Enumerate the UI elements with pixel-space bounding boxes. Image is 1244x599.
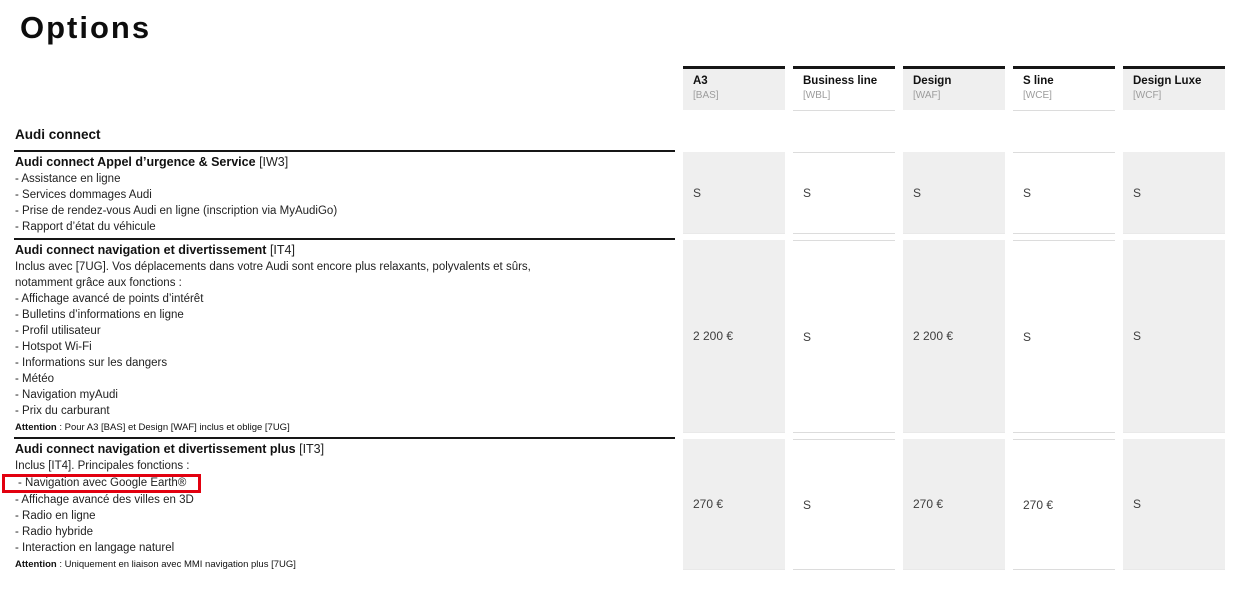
option-row-it4 [14,238,1225,437]
feature-item: - Affichage avancé des villes en 3D [15,492,675,508]
trim-code: [WAF] [913,90,941,101]
feature-item: - Bulletins d’informations en ligne [15,307,675,323]
feature-item: - Rapport d’état du véhicule [15,219,675,235]
trim-code: [WCF] [1133,90,1162,101]
price-cell: 2 200 € [683,240,785,433]
trim-name: Design [913,75,952,87]
feature-item: - Prise de rendez-vous Audi en ligne (inscription via MyAudiGo) [15,203,675,219]
trim-name: Design Luxe [1133,75,1202,87]
highlight-box-navigation-google-earth: - Navigation avec Google Earth® [2,474,201,493]
trim-code: [WCE] [1023,90,1052,101]
attention-text: : Uniquement en liaison avec MMI navigation plus [7UG] [56,559,296,570]
option-description [14,238,675,437]
option-title [15,242,675,259]
feature-item: - Informations sur les dangers [15,355,675,371]
column-header-design-luxe [1123,66,1225,110]
option-row-iw3 [14,150,1225,238]
feature-item: - Navigation myAudi [15,387,675,403]
price-cell: S [1123,152,1225,234]
price-cell: S [903,152,1005,234]
price-cell: S [793,240,895,433]
option-code: [IT3] [299,442,325,456]
trim-name: A3 [693,75,708,87]
option-code: [IW3] [259,155,289,169]
feature-item: - Hotspot Wi-Fi [15,339,675,355]
column-header-design [903,66,1005,110]
option-title [15,441,675,458]
column-header-s-line [1013,66,1115,111]
page-title: Options [20,10,152,45]
header-spacer [14,66,675,111]
price-cell: 270 € [683,439,785,570]
attention-text: : Pour A3 [BAS] et Design [WAF] inclus et oblige [7UG] [56,422,290,433]
attention-label: Attention [15,559,57,570]
feature-item: - Météo [15,371,675,387]
option-title-text: Audi connect navigation et divertissement plus [15,442,296,456]
feature-item: - Profil utilisateur [15,323,675,339]
attention-note [15,558,675,571]
option-code: [IT4] [269,243,295,257]
trim-name: Business line [803,75,878,87]
attention-note [15,421,675,434]
trim-code: [WBL] [803,90,831,101]
option-intro-line: notamment grâce aux fonctions : [15,277,182,289]
feature-item: - Affichage avancé de points d’intérêt [15,291,675,307]
trim-name: S line [1023,75,1054,87]
column-header-row [14,66,1225,111]
options-table [14,66,1225,574]
option-title-text: Audi connect navigation et divertissement [15,243,267,257]
attention-label: Attention [15,422,57,433]
price-cell: 270 € [1013,439,1115,570]
option-title [15,154,675,171]
column-header-a3 [683,66,785,110]
feature-list [15,291,675,419]
feature-list [15,171,675,235]
option-intro-line: Inclus [IT4]. Principales fonctions : [15,460,190,472]
option-description [14,150,675,238]
feature-item: - Services dommages Audi [15,187,675,203]
feature-list [15,474,675,556]
feature-item: - Radio en ligne [15,508,675,524]
price-cell: S [1123,439,1225,570]
price-cell: 270 € [903,439,1005,570]
price-cell: S [793,152,895,234]
column-header-business-line [793,66,895,111]
price-cell: S [793,439,895,570]
price-cell: 2 200 € [903,240,1005,433]
price-cell: S [1123,240,1225,433]
price-cell: S [683,152,785,234]
feature-item: - Prix du carburant [15,403,675,419]
feature-item: - Radio hybride [15,524,675,540]
trim-code: [BAS] [693,90,719,101]
price-cell: S [1013,152,1115,234]
feature-item: - Assistance en ligne [15,171,675,187]
option-description [14,437,675,574]
option-title-text: Audi connect Appel d’urgence & Service [15,155,256,169]
option-row-it3 [14,437,1225,574]
section-title-audi-connect: Audi connect [15,127,101,142]
feature-item: - Interaction en langage naturel [15,540,675,556]
option-intro-line: Inclus avec [7UG]. Vos déplacements dans votre Audi sont encore plus relaxants, polyvalents et sûrs, [15,261,531,273]
price-cell: S [1013,240,1115,433]
